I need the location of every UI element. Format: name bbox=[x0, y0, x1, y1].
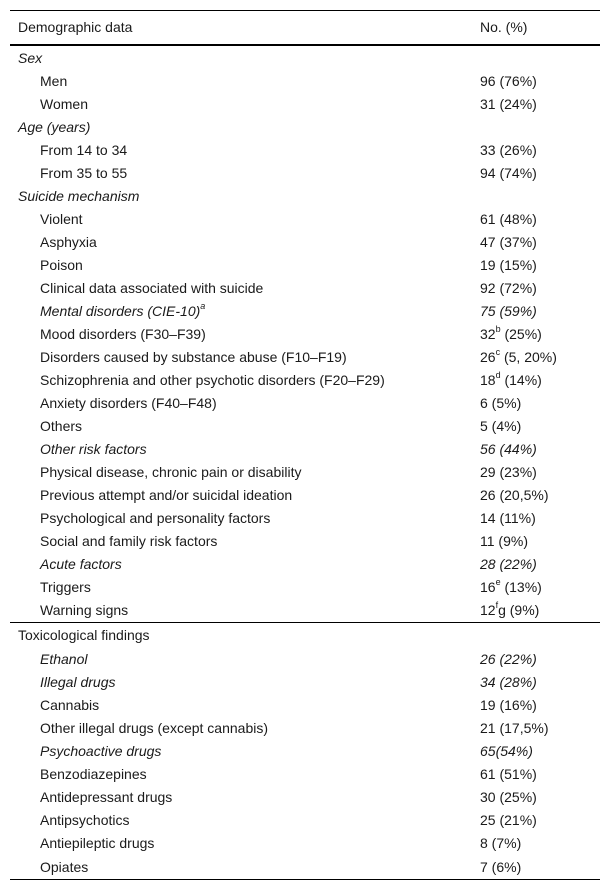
table-row bbox=[10, 208, 600, 231]
table-row bbox=[10, 530, 600, 553]
row-label: Age (years) bbox=[18, 119, 91, 135]
table-row bbox=[10, 93, 600, 116]
table-row bbox=[10, 415, 600, 438]
table-row bbox=[10, 70, 600, 93]
footnote-marker: d bbox=[495, 370, 501, 381]
table-row bbox=[10, 855, 600, 879]
row-label: Acute factors bbox=[40, 556, 122, 572]
row-value: 32$^b$ (25%) bbox=[480, 324, 542, 342]
table-row bbox=[10, 369, 600, 392]
row-value: 14 (11%) bbox=[480, 510, 536, 526]
row-label: Violent bbox=[40, 211, 83, 227]
table-row bbox=[10, 576, 600, 599]
row-value: 33 (26%) bbox=[480, 142, 537, 158]
subsection-row-psychoactive bbox=[10, 740, 600, 763]
row-value: 92 (72%) bbox=[480, 280, 537, 296]
row-label: Men bbox=[40, 73, 68, 89]
row-label: Antiepileptic drugs bbox=[40, 835, 155, 851]
row-value: 75 (59%) bbox=[480, 303, 537, 319]
row-label: Anxiety disorders (F40–F48) bbox=[40, 395, 217, 411]
subsection-row-illegal-drugs bbox=[10, 671, 600, 694]
row-label: Suicide mechanism bbox=[18, 188, 140, 204]
row-value: 56 (44%) bbox=[480, 441, 537, 457]
footnote-marker: c bbox=[495, 347, 501, 358]
table-row bbox=[10, 231, 600, 254]
row-label: Psychological and personality factors bbox=[40, 510, 271, 526]
row-label: Opiates bbox=[40, 858, 89, 875]
row-value: 29 (23%) bbox=[480, 464, 537, 480]
row-value: 6 (5%) bbox=[480, 395, 522, 411]
row-label: Antidepressant drugs bbox=[40, 789, 173, 805]
row-value: 31 (24%) bbox=[480, 96, 537, 112]
table-row bbox=[10, 461, 600, 484]
row-label: Disorders caused by substance abuse (F10–F19) bbox=[40, 349, 347, 365]
row-label: Social and family risk factors bbox=[40, 533, 218, 549]
row-label: Clinical data associated with suicide bbox=[40, 280, 264, 296]
table-row bbox=[10, 139, 600, 162]
section-row-mechanism bbox=[10, 185, 600, 208]
section-row-sex bbox=[10, 46, 600, 70]
row-label: Sex bbox=[18, 49, 43, 66]
row-label: Other illegal drugs (except cannabis) bbox=[40, 720, 269, 736]
row-value: 8 (7%) bbox=[480, 835, 522, 851]
table-row bbox=[10, 786, 600, 809]
row-label: Poison bbox=[40, 257, 83, 273]
section-row-age bbox=[10, 116, 600, 139]
row-label: From 35 to 55 bbox=[40, 165, 128, 181]
row-label: Mental disorders $(CIE-10)^a$ bbox=[40, 301, 206, 319]
row-label: Schizophrenia and other psychotic disorders (F20–F29) bbox=[40, 372, 385, 388]
row-value: 65(54%) bbox=[480, 743, 533, 759]
row-value: 28 (22%) bbox=[480, 556, 537, 572]
header-label: Demographic data bbox=[18, 19, 133, 35]
subsection-row-other-risk bbox=[10, 438, 600, 461]
subsection-row-mental-disorders bbox=[10, 300, 600, 323]
row-value: 34 (28%) bbox=[480, 674, 537, 690]
table-row bbox=[10, 484, 600, 507]
row-value: 30 (25%) bbox=[480, 789, 537, 805]
table-row bbox=[10, 694, 600, 717]
row-value: 18$^d$ (14%) bbox=[480, 370, 542, 388]
row-value: 7 (6%) bbox=[480, 858, 522, 875]
table-row bbox=[10, 323, 600, 346]
row-label: From 14 to 34 bbox=[40, 142, 128, 158]
row-label: Previous attempt and/or suicidal ideation bbox=[40, 487, 293, 503]
row-label: Cannabis bbox=[40, 697, 100, 713]
table-row bbox=[10, 763, 600, 786]
table-row bbox=[10, 254, 600, 277]
section-row-toxicological bbox=[10, 622, 600, 648]
table-row bbox=[10, 507, 600, 530]
row-label: Warning signs bbox=[40, 602, 129, 618]
footnote-marker: b bbox=[495, 324, 501, 335]
row-value: 47 (37%) bbox=[480, 234, 537, 250]
header-value: No. (%) bbox=[480, 19, 528, 35]
row-value: 25 (21%) bbox=[480, 812, 537, 828]
row-label: Antipsychotics bbox=[40, 812, 130, 828]
demographic-table bbox=[10, 10, 600, 880]
table-row bbox=[10, 832, 600, 855]
row-value: 96 (76%) bbox=[480, 73, 537, 89]
table-row bbox=[10, 162, 600, 185]
table-row bbox=[10, 277, 600, 300]
row-value: 19 (16%) bbox=[480, 697, 537, 713]
row-value: 19 (15%) bbox=[480, 257, 537, 273]
footnote-marker: a bbox=[200, 301, 206, 312]
row-value: 26 (20,5%) bbox=[480, 487, 549, 503]
row-label: Other risk factors bbox=[40, 441, 147, 457]
row-label: Mood disorders (F30–F39) bbox=[40, 326, 206, 342]
subsection-row-acute-factors bbox=[10, 553, 600, 576]
row-label: Women bbox=[40, 96, 88, 112]
row-label: Illegal drugs bbox=[40, 674, 116, 690]
table-row bbox=[10, 346, 600, 369]
row-value: 21 (17,5%) bbox=[480, 720, 549, 736]
row-value: 11 (9%) bbox=[480, 533, 528, 549]
table-row bbox=[10, 809, 600, 832]
row-label: Benzodiazepines bbox=[40, 766, 147, 782]
table-row bbox=[10, 392, 600, 415]
row-value: 94 (74%) bbox=[480, 165, 537, 181]
row-value: 61 (48%) bbox=[480, 211, 537, 227]
row-value: 16e (13%) bbox=[480, 577, 542, 595]
row-label: Triggers bbox=[40, 579, 91, 595]
table-header-row bbox=[10, 11, 600, 46]
subsection-row-ethanol bbox=[10, 648, 600, 671]
footnote-marker: f bbox=[495, 600, 499, 611]
row-value: 12$^f$g (9%) bbox=[480, 600, 540, 618]
row-label: Toxicological findings bbox=[18, 627, 150, 643]
row-value: 5 (4%) bbox=[480, 418, 522, 434]
row-label: Others bbox=[40, 418, 83, 434]
row-label: Physical disease, chronic pain or disability bbox=[40, 464, 302, 480]
footnote-marker: e bbox=[495, 577, 501, 588]
row-label: Asphyxia bbox=[40, 234, 97, 250]
row-value: 26 (22%) bbox=[480, 651, 537, 667]
table-row bbox=[10, 599, 600, 622]
row-value: 61 (51%) bbox=[480, 766, 537, 782]
table-row bbox=[10, 717, 600, 740]
row-label: Ethanol bbox=[40, 651, 88, 667]
row-label: Psychoactive drugs bbox=[40, 743, 162, 759]
row-value: 26$^c$ (5, 20%) bbox=[480, 347, 557, 365]
